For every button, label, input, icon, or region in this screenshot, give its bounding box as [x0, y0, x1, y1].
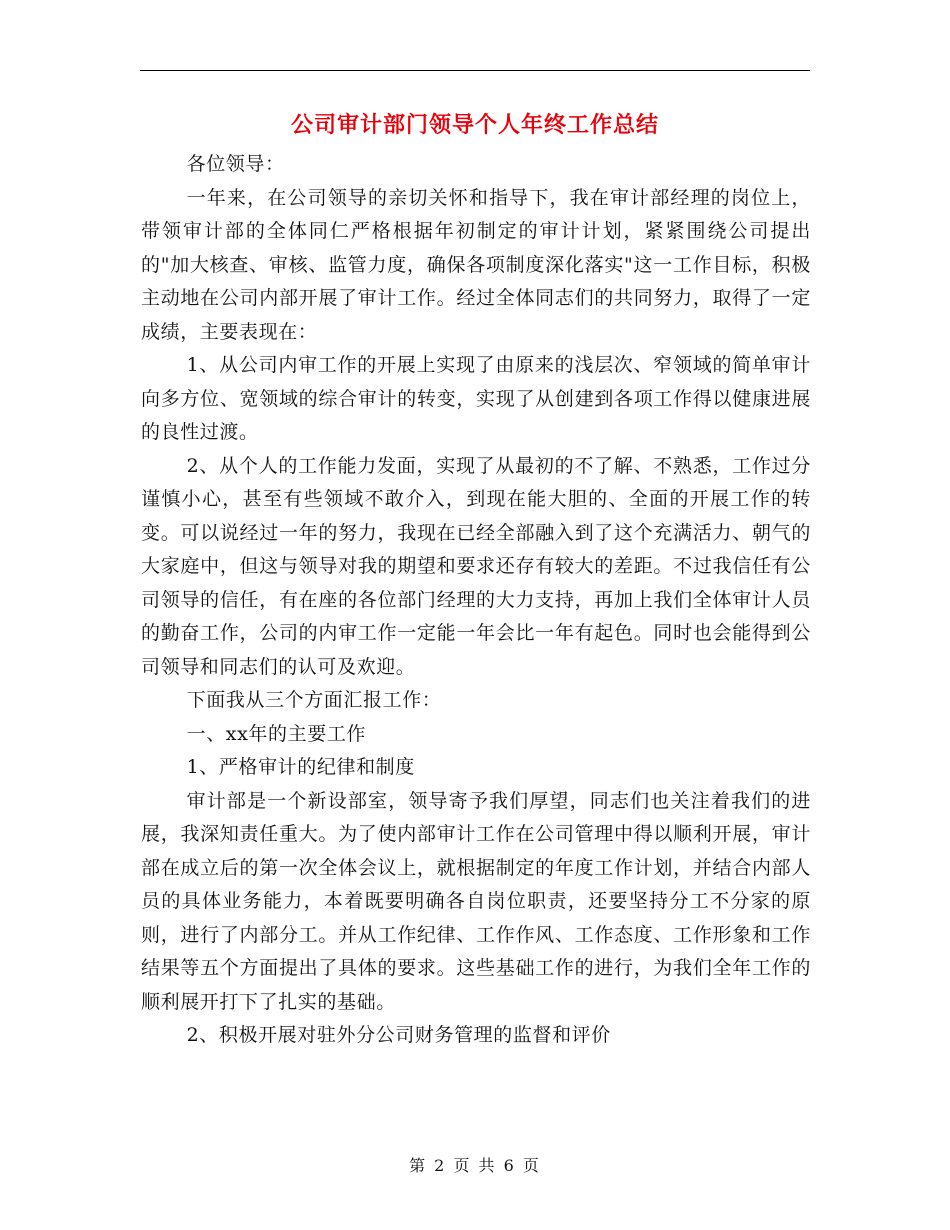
header-rule [140, 70, 810, 71]
section-heading-1: 一、xx年的主要工作 [186, 722, 367, 745]
page-number-footer: 第 2 页 共 6 页 [409, 1156, 541, 1175]
achievement-paragraph-2: 2、从个人的工作能力发面，实现了从最初的不了解、不熟悉，工作过分谨慎小心，甚至有些领域不敢介入，到现在能大胆的、全面的开展工作的转变。可以说经过一年的努力，我现在已经全部融入到了这个充满活力、朝气的大家庭中，但这与领导对我的期望和要求还存有较大的差距。不过我信任有公司领导的信任，有在座的各位部门经理的大力支持，再加上我们全体审计人员的勤奋工作，公司的内审工作一定能一年会比一年有起色。同时也会能得到公司领导和同志们的认可及欢迎。 [141, 454, 811, 678]
subsection-heading-2: 2、积极开展对驻外分公司财务管理的监督和评价 [186, 1024, 611, 1046]
document-body [141, 148, 811, 1053]
intro-paragraph: 一年来，在公司领导的亲切关怀和指导下，我在审计部经理的岗位上，带领审计部的全体同仁严格根据年初制定的审计计划，紧紧围绕公司提出的"加大核查、审核、监管力度，确保各项制度深化落实"这一工作目标，积极主动地在公司内部开展了审计工作。经过全体同志们的共同努力，取得了一定成绩，主要表现在： [141, 186, 811, 343]
salutation: 各位领导： [186, 153, 285, 175]
achievement-paragraph-1: 1、从公司内审工作的开展上实现了由原来的浅层次、窄领域的简单审计向多方位、宽领域的综合审计的转变，实现了从创建到各项工作得以健康进展的良性过渡。 [141, 354, 811, 443]
subsection-heading-1: 1、严格审计的纪律和制度 [186, 756, 415, 778]
document-title: 公司审计部门领导个人年终工作总结 [290, 112, 659, 138]
report-intro-line: 下面我从三个方面汇报工作： [186, 689, 442, 711]
body-paragraph-audit-dept: 审计部是一个新设部室，领导寄予我们厚望，同志们也关注着我们的进展，我深知责任重大。为了使内部审计工作在公司管理中得以顺利开展，审计部在成立后的第一次全体会议上，就根据制定的年度工作计划，并结合内部人员的具体业务能力，本着既要明确各自岗位职责，还要坚持分工不分家的原则，进行了内部分工。并从工作纪律、工作作风、工作态度、工作形象和工作结果等五个方面提出了具体的要求。这些基础工作的进行，为我们全年工作的顺利展开打下了扎实的基础。 [141, 789, 811, 1013]
